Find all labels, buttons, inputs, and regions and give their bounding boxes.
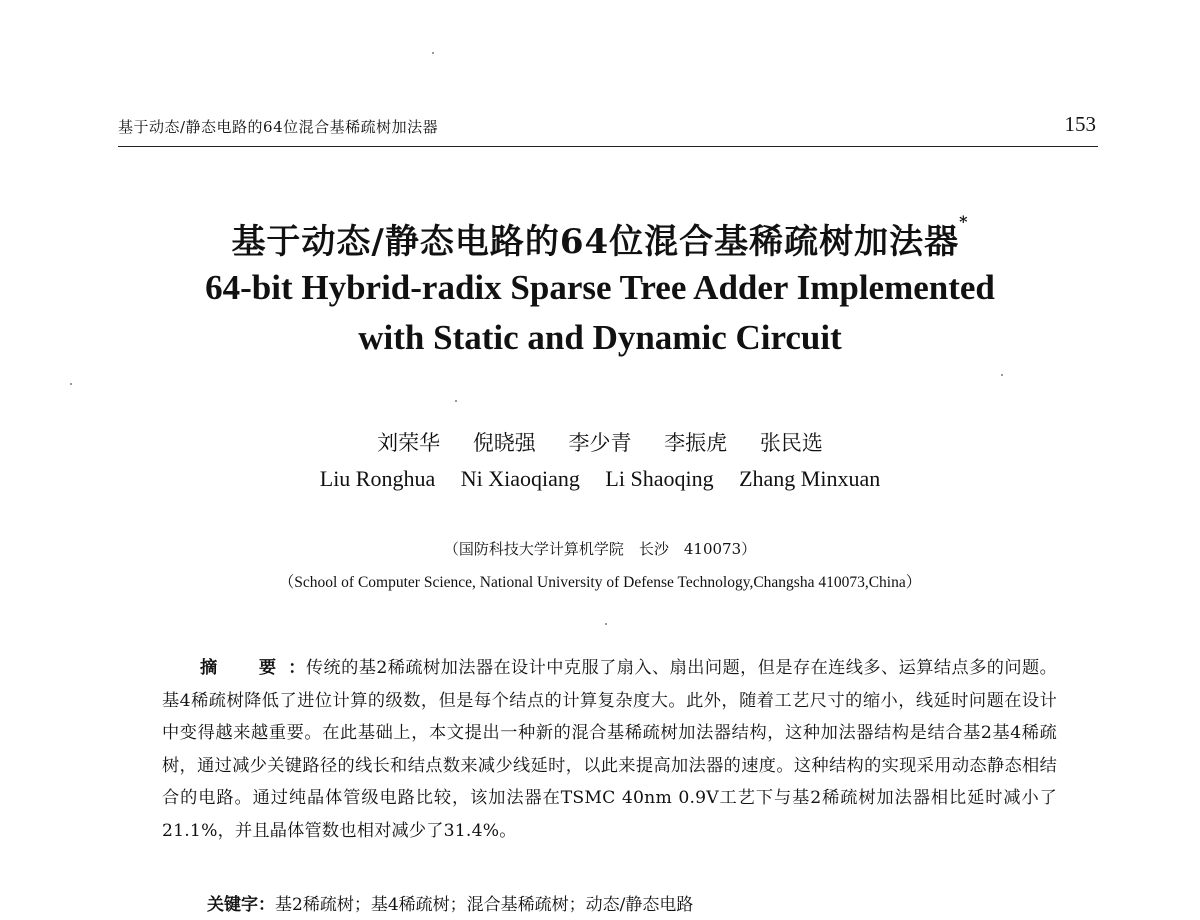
english-title-line-2: with Static and Dynamic Circuit [358,318,842,357]
page-number: 153 [1064,112,1096,136]
running-header [118,112,1098,147]
scan-speck [605,623,607,625]
title-footnote-mark: * [959,212,969,231]
keywords-text: 基2稀疏树；基4稀疏树；混合基稀疏树；动态/静态电路 [275,895,694,915]
scan-speck [455,400,457,402]
chinese-author-list [0,427,1200,457]
author-en: Liu Ronghua [319,466,436,491]
author-cn: 倪晓强 [472,431,536,455]
author-cn: 李少青 [568,431,632,455]
scan-speck [70,383,72,385]
keywords-label: 关键字： [207,895,275,915]
scan-speck [1001,374,1003,376]
chinese-title-text: 基于动态/静态电路的64位混合基稀疏树加法器 [231,222,960,262]
scan-speck [432,52,434,54]
author-en: Ni Xiaoqiang [460,466,580,491]
author-cn: 张民选 [759,431,823,455]
chinese-title [0,214,1200,263]
abstract-text: 传统的基2稀疏树加法器在设计中克服了扇入、扇出问题，但是存在连线多、运算结点多的问题。基4稀疏树降低了进位计算的级数，但是每个结点的计算复杂度大。此外，随着工艺尺寸的缩小，线延时问题在设计中变得越来越重要。在此基础上，本文提出一种新的混合基稀疏树加法器结构，这种加法器结构是结合基2基4稀疏树，通过减少关键路径的线长和结点数来减少线延时，以此来提高加法器的速度。这种结构的实现采用动态静态相结合的电路。通过纯晶体管级电路比较，该加法器在TSMC 40nm 0.9V工艺下与基2稀疏树加法器相比延时减小了21.1%，并且晶体管数也相对减少了31.4%。 [162,658,1057,841]
chinese-affiliation: （国防科技大学计算机学院 长沙 410073） [443,540,757,558]
english-author-list [0,466,1200,492]
author-en: Li Shaoqing [605,466,714,491]
english-affiliation: （School of Computer Science, National University of Defense Technology,Changsha 410073,China） [278,574,922,591]
abstract-label-colon: ： [288,658,306,678]
abstract-label: 摘 要 [200,658,289,678]
keywords [207,890,693,915]
author-cn: 刘荣华 [377,431,441,455]
author-en: Zhang Minxuan [739,466,881,491]
running-title: 基于动态/静态电路的64位混合基稀疏树加法器 [118,118,439,136]
english-title-line-1: 64-bit Hybrid-radix Sparse Tree Adder Implemented [205,268,995,307]
abstract [162,652,1057,847]
author-cn: 李振虎 [664,431,728,455]
